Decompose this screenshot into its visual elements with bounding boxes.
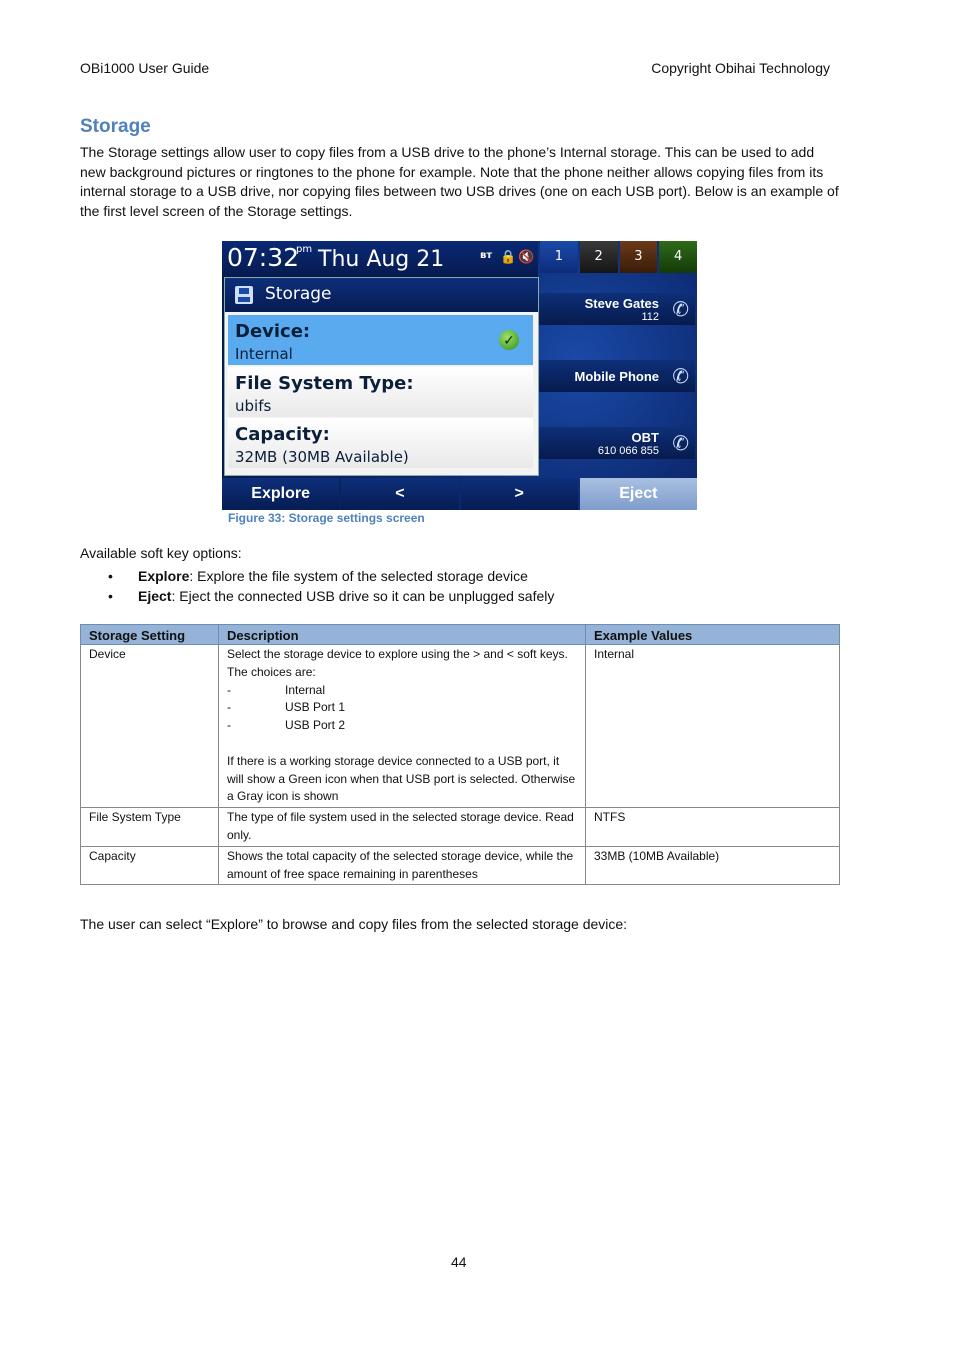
example-cell: NTFS: [586, 808, 840, 847]
list-item: [108, 586, 554, 606]
phone-handset-icon: ✆: [672, 297, 689, 321]
setting-label: File System Type:: [235, 373, 414, 394]
panel-title-bar: [225, 278, 538, 312]
softkey-options-heading: Available soft key options:: [80, 545, 242, 561]
storage-panel: [224, 277, 539, 476]
spacer: [227, 735, 577, 753]
intro-paragraph: The Storage settings allow user to copy files from a USB drive to the phone’s Internal storage. This can be used to add new background pictures or ringtones to the phone for example. Note that the phone neither allows copying files from its internal storage to a USB drive, nor copying files between two USB drives (one on each USB port). Below is an example of the first level screen of the Storage settings.: [80, 144, 839, 219]
table-header-row: [81, 625, 840, 645]
choice-item: - USB Port 2: [227, 718, 346, 733]
tab-line-4[interactable]: 4: [659, 241, 697, 273]
example-cell: Internal: [586, 645, 840, 808]
section-title: Storage: [80, 116, 151, 137]
tab-line-1[interactable]: 1: [540, 241, 578, 273]
option-term: Explore: [138, 568, 190, 584]
header-copyright: Copyright Obihai Technology: [651, 60, 830, 76]
setting-value: ubifs: [235, 397, 272, 415]
status-bar: [222, 241, 538, 277]
green-check-icon: ✓: [499, 330, 519, 350]
phone-screen-figure: [222, 241, 697, 510]
column-header: Example Values: [586, 625, 840, 645]
storage-settings-table: [80, 624, 840, 885]
description-cell: Shows the total capacity of the selected storage device, while the amount of free space remaining in parentheses: [219, 846, 586, 885]
softkey-explore[interactable]: Explore: [222, 478, 339, 510]
setting-cell: Capacity: [81, 846, 219, 885]
tab-line-3[interactable]: 3: [620, 241, 658, 273]
setting-value: 32MB (30MB Available): [235, 448, 409, 466]
contact-key-obt[interactable]: [539, 427, 695, 459]
contact-key-mobile-phone[interactable]: [539, 360, 695, 392]
lock-icon: 🔒: [500, 250, 517, 265]
page-number: 44: [451, 1254, 467, 1270]
setting-label: Capacity:: [235, 424, 330, 445]
choice-item: - Internal: [227, 682, 326, 697]
choice-label: USB Port 2: [285, 718, 346, 733]
setting-row-file-system-type[interactable]: [228, 367, 533, 417]
list-item: [108, 566, 554, 586]
softkey-eject[interactable]: Eject: [580, 478, 697, 510]
floppy-disk-icon: [235, 286, 253, 304]
softkey-options-list: [108, 566, 554, 606]
contact-key-steve-gates[interactable]: [539, 293, 695, 325]
setting-value: Internal: [235, 345, 293, 363]
figure-caption: Figure 33: Storage settings screen: [228, 511, 425, 525]
option-text: : Eject the connected USB drive so it can be unplugged safely: [171, 588, 555, 604]
panel-title: Storage: [265, 284, 332, 304]
tab-line-2[interactable]: 2: [580, 241, 618, 273]
setting-row-capacity[interactable]: [228, 418, 533, 468]
contact-name: Mobile Phone: [574, 369, 659, 384]
table-row: [81, 846, 840, 885]
clock-time: 07:32: [227, 243, 300, 272]
description-cell: [219, 645, 586, 808]
setting-row-device[interactable]: [228, 315, 533, 365]
phone-handset-icon: ✆: [672, 364, 689, 388]
description-intro: Select the storage device to explore using the > and < soft keys. The choices are:: [227, 647, 568, 679]
bluetooth-off-icon: ʙᴛ: [480, 250, 493, 261]
header-doc-title: OBi1000 User Guide: [80, 60, 210, 76]
setting-label: Device:: [235, 321, 311, 342]
choice-label: Internal: [285, 682, 326, 697]
option-text: : Explore the file system of the selected storage device: [189, 568, 528, 584]
softkey-bar: [222, 478, 697, 510]
closing-paragraph: The user can select “Explore” to browse and copy files from the selected storage device:: [80, 916, 628, 932]
softkey-next[interactable]: >: [461, 478, 578, 510]
setting-cell: Device: [81, 645, 219, 808]
example-cell: 33MB (10MB Available): [586, 846, 840, 885]
choice-item: - USB Port 1: [227, 700, 346, 715]
contact-number: 610 066 855: [597, 445, 659, 457]
clock-ampm: pm: [296, 244, 313, 255]
choice-label: USB Port 1: [285, 700, 346, 715]
line-tabs: [540, 241, 697, 273]
clock-date: Thu Aug 21: [318, 247, 445, 272]
description-note: If there is a working storage device connected to a USB port, it will show a Green icon when that USB port is selected. Otherwise a Gray icon is shown: [227, 753, 576, 804]
table-row: [81, 645, 840, 808]
table-row: [81, 808, 840, 847]
softkey-previous[interactable]: <: [341, 478, 458, 510]
column-header: Description: [219, 625, 586, 645]
description-cell: The type of file system used in the selected storage device. Read only.: [219, 808, 586, 847]
contact-number: 112: [641, 311, 659, 323]
option-term: Eject: [138, 588, 172, 604]
phone-handset-icon: ✆: [672, 431, 689, 455]
contact-name: OBT: [631, 430, 659, 445]
speaker-muted-icon: 🔇: [518, 250, 535, 265]
setting-cell: File System Type: [81, 808, 219, 847]
column-header: Storage Setting: [81, 625, 219, 645]
contact-name: Steve Gates: [584, 296, 659, 311]
